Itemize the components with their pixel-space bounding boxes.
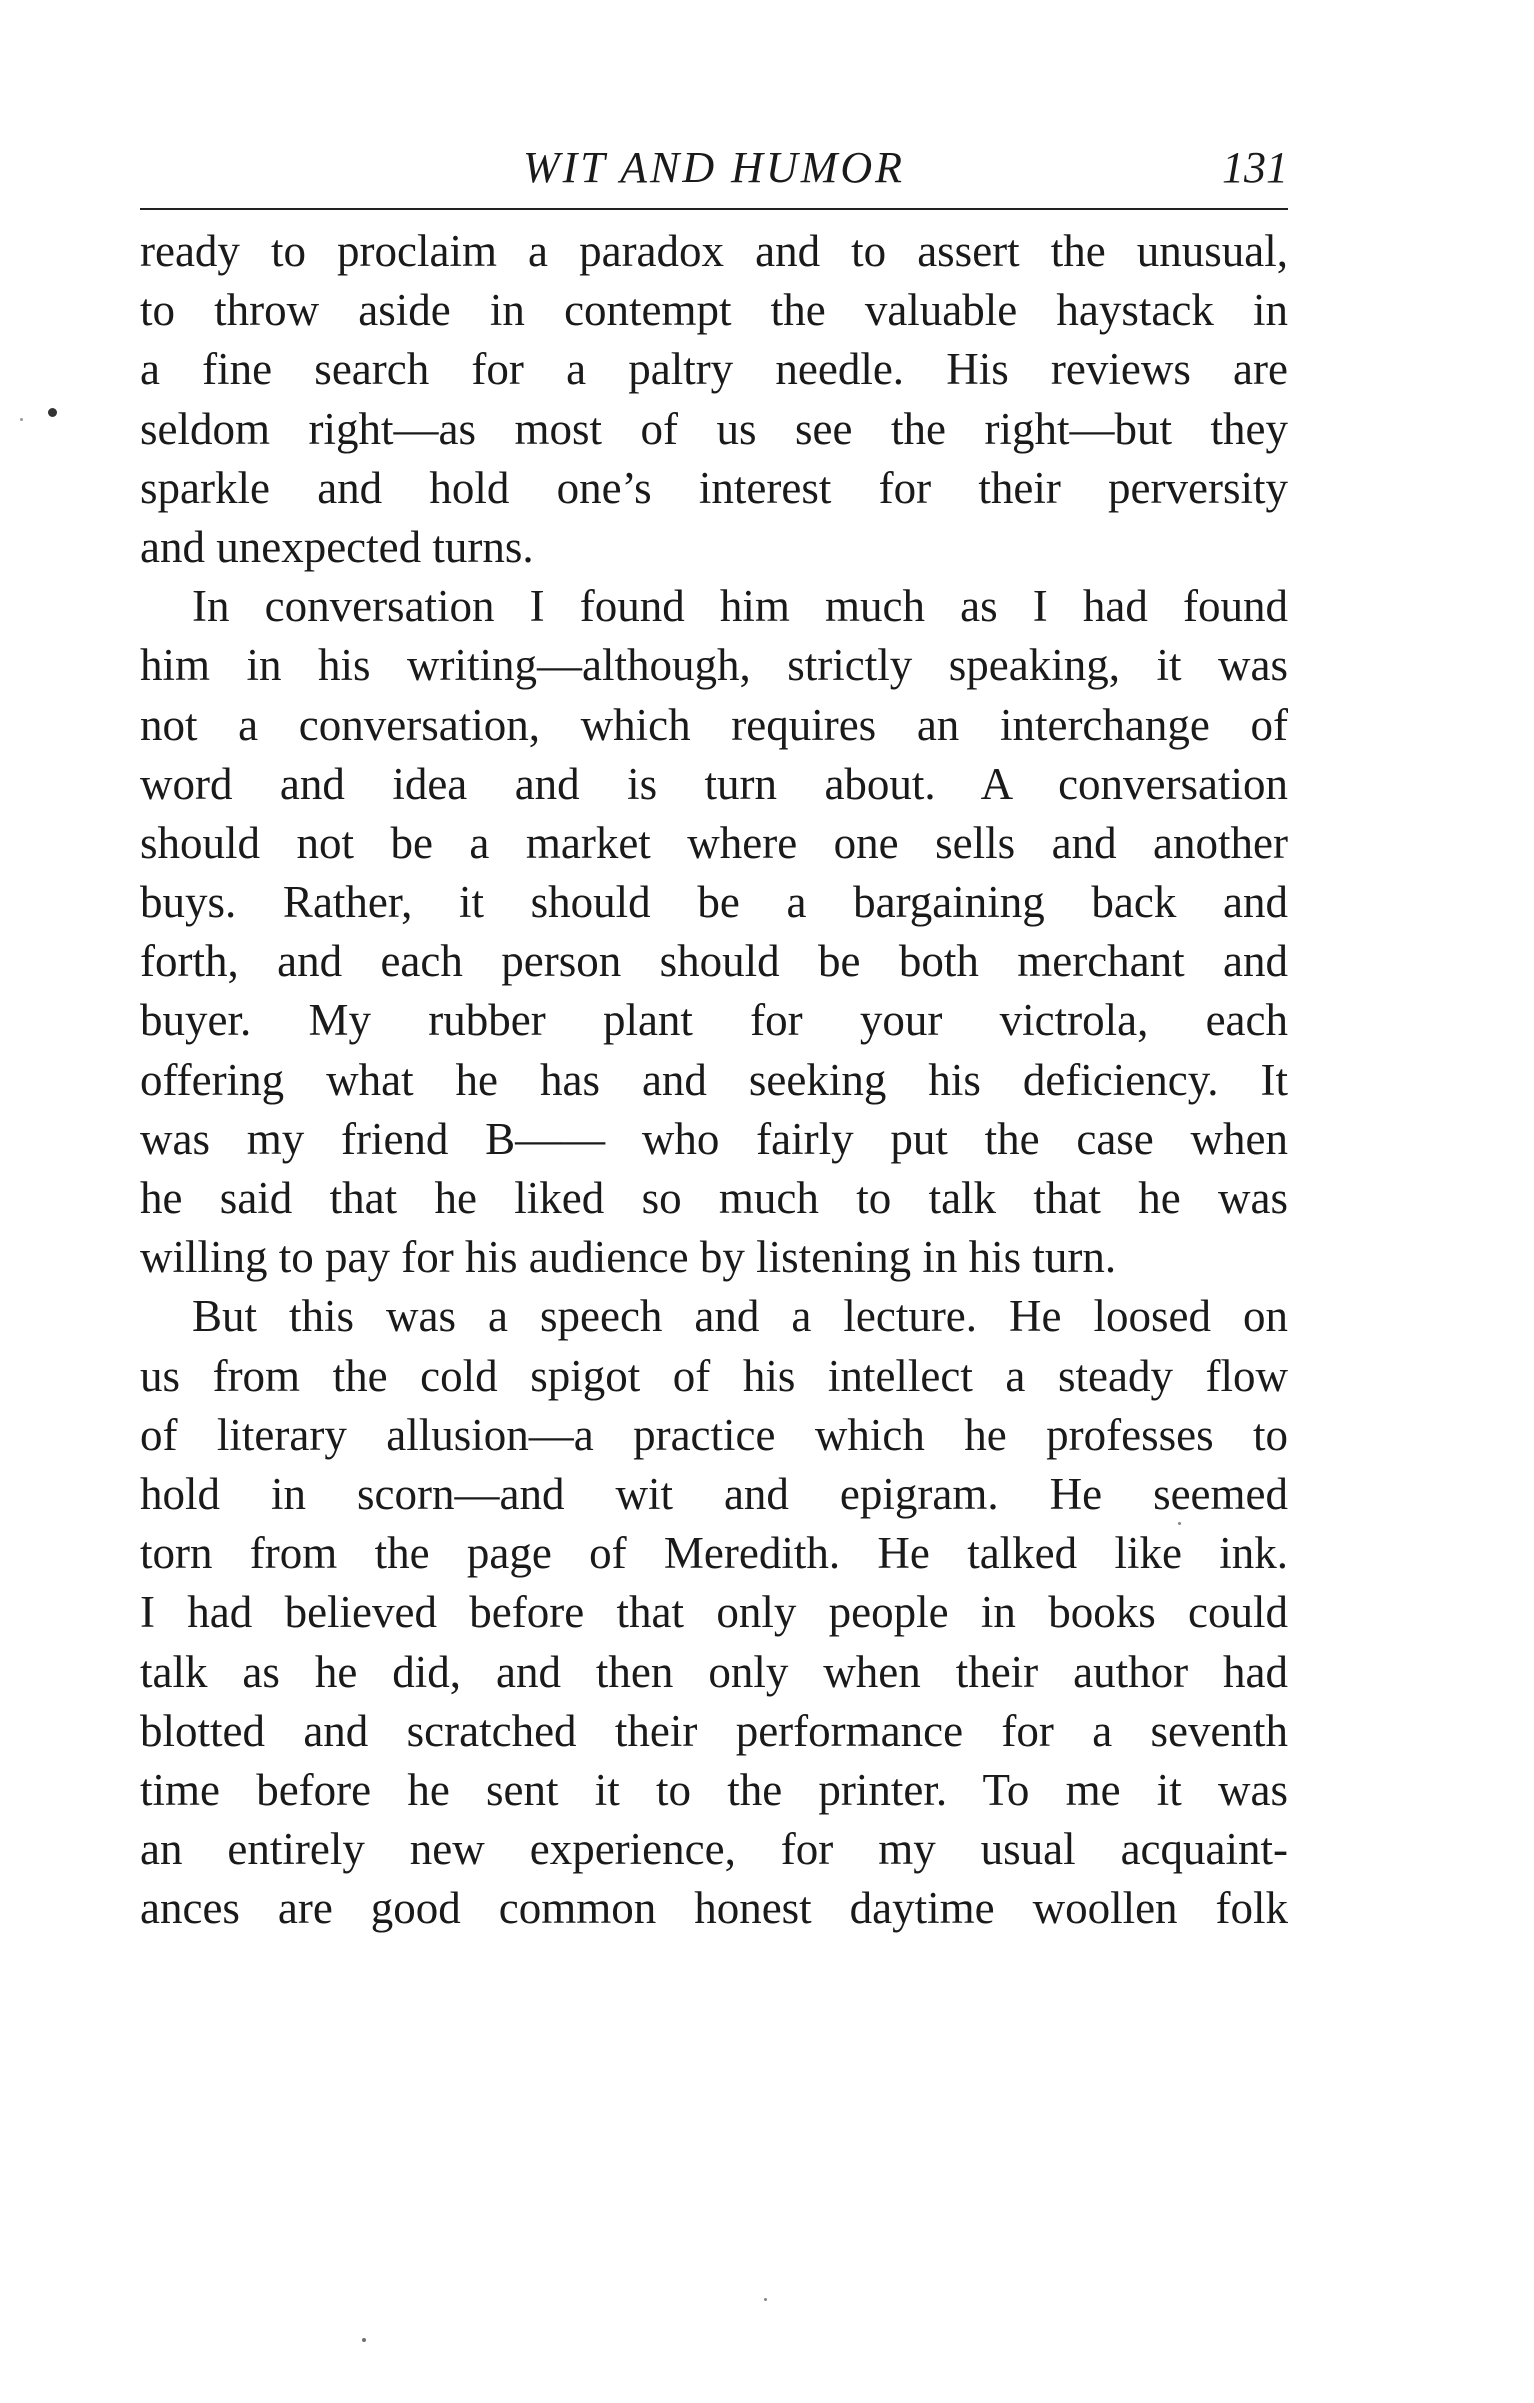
text-line: was my friend B—— who fairly put the case when — [140, 1113, 1288, 1164]
text-line: ances are good common honest daytime woollen folk — [140, 1883, 1288, 1934]
text-line: he said that he liked so much to talk that he was — [140, 1173, 1288, 1223]
text-line: a fine search for a paltry needle. His reviews are — [140, 344, 1288, 395]
running-head — [140, 142, 1288, 200]
text-line: buys. Rather, it should be a bargaining back and — [140, 877, 1288, 928]
header-rule — [140, 208, 1288, 210]
text-line: offering what he has and seeking his deficiency. It — [140, 1054, 1288, 1105]
text-line: to throw aside in contempt the valuable haystack in — [140, 285, 1288, 336]
text-line: him in his writing—although, strictly speaking, it was — [140, 640, 1288, 691]
text-line: I had believed before that only people in books could — [140, 1587, 1288, 1638]
text-line: forth, and each person should be both merchant and — [140, 936, 1288, 987]
scan-speck — [48, 408, 57, 417]
text-line: sparkle and hold one’s interest for their perversity — [140, 462, 1288, 513]
text-line: buyer. My rubber plant for your victrola, each — [140, 995, 1288, 1046]
text-line: and unexpected turns. — [140, 521, 534, 572]
body-text — [140, 222, 1288, 1938]
text-line: of literary allusion—a practice which he professes to — [140, 1409, 1288, 1460]
text-line: ready to proclaim a paradox and to assert the unusual, — [140, 226, 1288, 276]
text-line: hold in scorn—and wit and epigram. He seemed — [140, 1468, 1288, 1519]
scan-speck — [362, 2338, 366, 2342]
text-line: torn from the page of Meredith. He talked like ink. — [140, 1528, 1288, 1579]
text-line: But this was a speech and a lecture. He loosed on — [192, 1291, 1288, 1342]
text-line: blotted and scratched their performance for a seventh — [140, 1705, 1288, 1756]
text-line: us from the cold spigot of his intellect a steady flow — [140, 1350, 1288, 1401]
scan-speck — [1178, 1522, 1181, 1525]
text-line: In conversation I found him much as I had found — [192, 581, 1288, 632]
page-number: 131 — [1222, 143, 1288, 192]
scan-speck — [20, 418, 23, 421]
text-line: seldom right—as most of us see the right—but they — [140, 403, 1288, 454]
text-line: time before he sent it to the printer. To me it was — [140, 1764, 1288, 1815]
text-line: willing to pay for his audience by listening in his turn. — [140, 1232, 1117, 1283]
text-line: not a conversation, which requires an interchange of — [140, 699, 1288, 750]
text-line: word and idea and is turn about. A conversation — [140, 758, 1288, 809]
running-title: WIT AND HUMOR — [522, 143, 906, 192]
text-line: an entirely new experience, for my usual acquaint- — [140, 1824, 1288, 1875]
text-line: should not be a market where one sells and another — [140, 817, 1288, 868]
scan-speck — [764, 2298, 767, 2301]
text-line: talk as he did, and then only when their author had — [140, 1646, 1288, 1697]
